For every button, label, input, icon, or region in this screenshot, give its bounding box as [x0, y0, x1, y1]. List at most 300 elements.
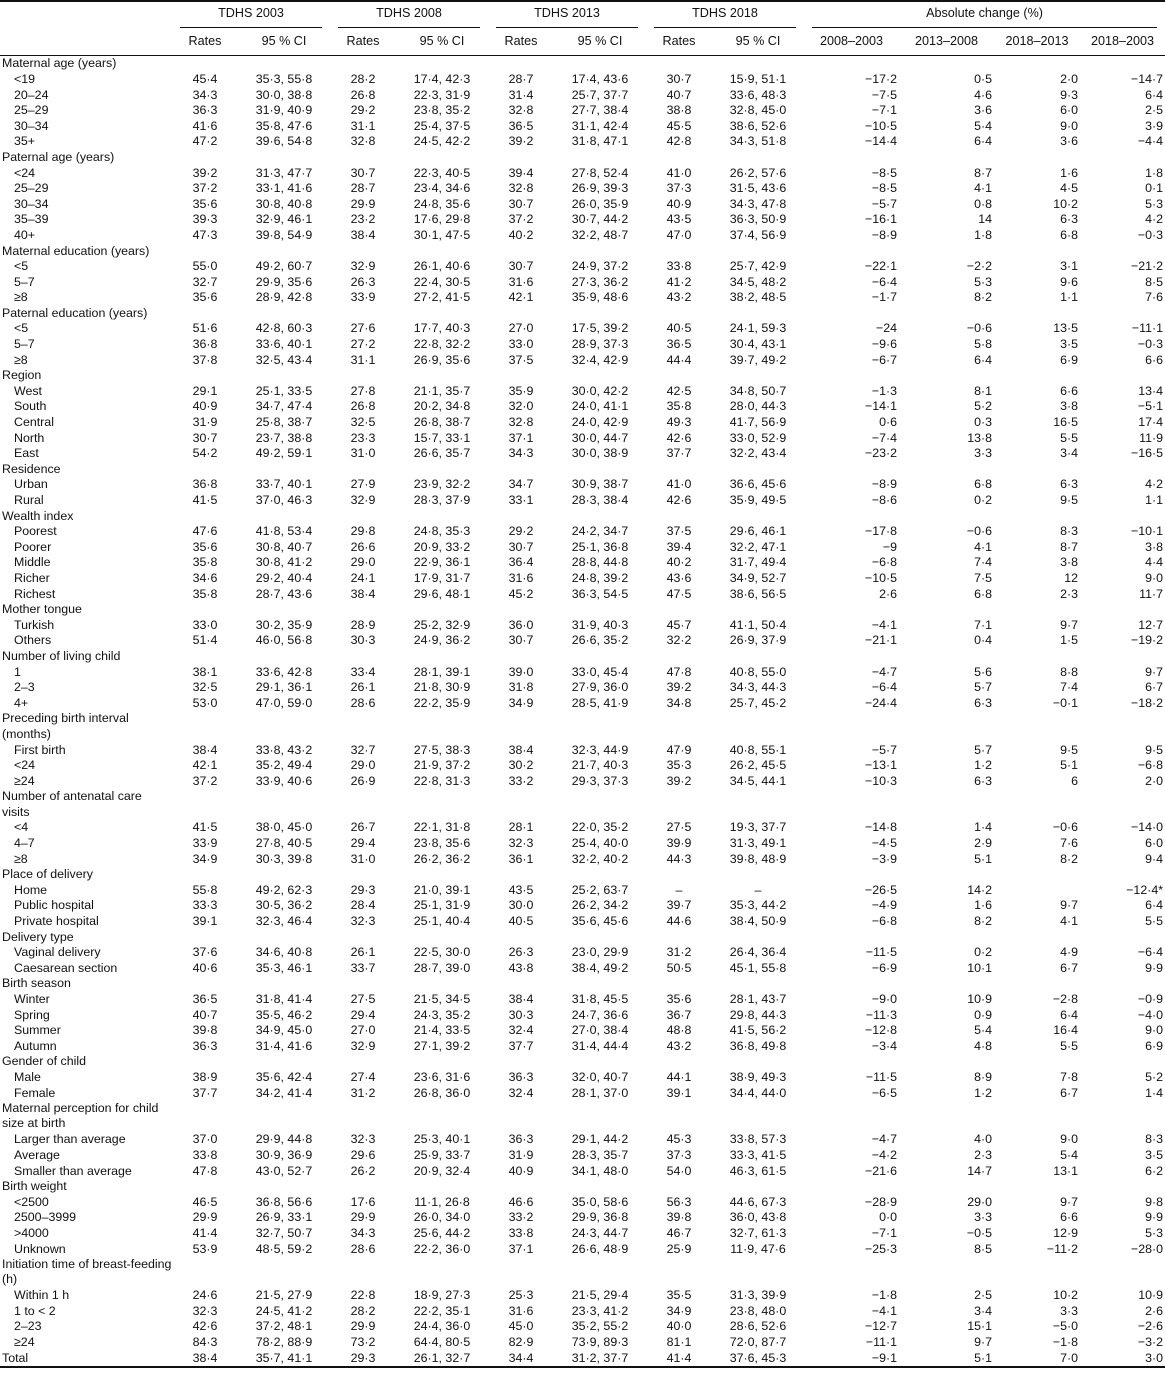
- rate-2008: 38·4: [350, 227, 376, 242]
- section-row: [0, 649, 1165, 665]
- empty-cell: [646, 649, 712, 665]
- ci-2003: 33·6, 42·8: [255, 664, 313, 679]
- row-label: Vaginal delivery: [14, 945, 101, 960]
- rate-2008: 26·2: [350, 1163, 376, 1178]
- change-2008-2003: −1·8: [871, 1288, 897, 1303]
- ci-2013: 38·4, 49·2: [571, 960, 629, 975]
- table-row: [0, 87, 1165, 103]
- ci-2003: 31·3, 47·7: [255, 165, 313, 180]
- empty-cell: [646, 150, 712, 166]
- rate-2018: 37·3: [666, 1147, 692, 1162]
- change-2008-2003: −12·8: [864, 1023, 897, 1038]
- change-2008-2003: −6·8: [871, 555, 897, 570]
- ci-2018: 30·4, 43·1: [729, 337, 787, 352]
- ci-2013: 32·2, 48·7: [571, 227, 629, 242]
- ci-2008: 17·6, 29·8: [413, 212, 471, 227]
- empty-cell: [994, 243, 1080, 259]
- ci-2008: 30·1, 47·5: [413, 227, 471, 242]
- ci-2008: 22·8, 32·2: [413, 337, 471, 352]
- change-2008-2003: −11·5: [865, 945, 897, 960]
- rate-2013: 38·4: [508, 742, 534, 757]
- rate-2003: 39·3: [192, 212, 218, 227]
- rate-2008: 29·3: [330, 1350, 396, 1367]
- ci-2018: 41·7, 56·9: [729, 415, 787, 430]
- change-2018-2013: 6·6: [1060, 1210, 1078, 1225]
- empty-cell: [712, 1179, 804, 1195]
- change-2013-2008: 5·1: [899, 1350, 994, 1367]
- row-label: <19: [14, 71, 36, 86]
- empty-cell: [899, 789, 994, 820]
- row-label: ≥8: [14, 352, 28, 367]
- empty-cell: [994, 867, 1080, 883]
- empty-cell: [488, 929, 554, 945]
- empty-cell: [172, 368, 238, 384]
- ci-2018: 33·3, 41·5: [729, 1147, 787, 1162]
- ci-2008: 25·9, 33·7: [413, 1147, 471, 1162]
- ci-2013: 25·2, 63·7: [571, 882, 629, 897]
- ci-2018: 34·5, 48·2: [729, 274, 787, 289]
- ci-2008: 64·4, 80·5: [413, 1335, 471, 1350]
- rate-2013: 28·7: [508, 71, 534, 86]
- empty-cell: [1080, 306, 1165, 322]
- empty-cell: [899, 368, 994, 384]
- rate-2008: 23·2: [350, 212, 376, 227]
- empty-cell: [646, 368, 712, 384]
- change-2018-2013: 1·5: [1060, 633, 1078, 648]
- rate-2003: 33·3: [192, 898, 218, 913]
- change-2018-2013: 5·5: [1060, 430, 1078, 445]
- rate-2018: 44·6: [666, 914, 692, 929]
- change-2008-2003: −1·7: [871, 290, 897, 305]
- ci-2018: 34·3, 51·8: [729, 134, 787, 149]
- empty-cell: [994, 976, 1080, 992]
- ci-2008: 22·2, 36·0: [413, 1241, 471, 1256]
- ci-2003: 49·2, 59·1: [255, 446, 313, 461]
- change-2018-2013: 4·1: [1060, 914, 1078, 929]
- change-2013-2008: 29·0: [967, 1194, 992, 1209]
- empty-cell: [554, 649, 646, 665]
- row-label: South: [14, 399, 47, 414]
- row-label: Rural: [14, 493, 44, 508]
- ci-2003: 30·8, 40·7: [255, 539, 313, 554]
- empty-cell: [804, 56, 899, 72]
- change-2018-2003: −0·3: [1137, 227, 1164, 242]
- change-2013-2008: 8·7: [974, 165, 992, 180]
- empty-cell: [238, 711, 330, 742]
- empty-cell: [1080, 150, 1165, 166]
- ci-2018: 24·1, 59·3: [729, 321, 787, 336]
- change-2013-2008: 3·6: [974, 103, 992, 118]
- row-label: Average: [14, 1147, 60, 1162]
- table-row: [0, 945, 1165, 961]
- change-2008-2003: −9: [882, 539, 897, 554]
- empty-cell: [172, 508, 238, 524]
- empty-cell: [804, 789, 899, 820]
- rate-2018: 50·5: [666, 960, 692, 975]
- change-2013-2008: 5·3: [974, 274, 992, 289]
- rate-2008: 32·7: [350, 742, 376, 757]
- empty-cell: [899, 56, 994, 72]
- ci-2013: 27·3, 36·2: [571, 274, 629, 289]
- change-2018-2013: 4·5: [1060, 181, 1078, 196]
- change-2008-2003: −22·1: [864, 259, 897, 274]
- ci-2013: 35·9, 48·6: [571, 290, 629, 305]
- ci-2003: 28·9, 42·8: [255, 290, 313, 305]
- rate-2018: 45·5: [666, 118, 692, 133]
- ci-2013: 22·0, 35·2: [571, 820, 629, 835]
- row-label: ≥8: [14, 290, 28, 305]
- ci-2018: 26·9, 37·9: [729, 633, 787, 648]
- empty-cell: [1080, 243, 1165, 259]
- empty-cell: [554, 976, 646, 992]
- rate-2003: 47·6: [192, 524, 218, 539]
- table-row: [0, 1304, 1165, 1320]
- rate-2013: 31·9: [508, 1147, 534, 1162]
- rate-2018: 43·2: [666, 1038, 692, 1053]
- table-row: [0, 664, 1165, 680]
- rate-2018: 39·4: [666, 539, 692, 554]
- header-change-2018-2003: 2018–2003: [1080, 28, 1165, 56]
- empty-cell: [646, 602, 712, 618]
- header-group-row: [0, 1, 1165, 28]
- rate-2003: 33·9: [192, 836, 218, 851]
- ci-2013: 28·9, 37·3: [571, 337, 629, 352]
- rate-2008: 26·8: [350, 87, 376, 102]
- ci-2003: 31·4, 41·6: [255, 1038, 313, 1053]
- rate-2013: 30·7: [508, 633, 534, 648]
- ci-2018: 34·5, 44·1: [729, 773, 787, 788]
- rate-2018: 48·8: [666, 1023, 692, 1038]
- ci-2018: 31·3, 39·9: [729, 1288, 787, 1303]
- change-2018-2013: 3·4: [1060, 446, 1078, 461]
- rate-2003: 31·9: [192, 415, 218, 430]
- rate-2008: 23·3: [350, 430, 376, 445]
- section-label: Delivery type: [2, 929, 74, 944]
- rate-2013: 31·6: [508, 570, 534, 585]
- table-row: [0, 820, 1165, 836]
- ci-2003: 41·8, 53·4: [255, 524, 313, 539]
- ci-2003: 34·6, 40·8: [255, 945, 313, 960]
- section-row: [0, 461, 1165, 477]
- empty-cell: [804, 929, 899, 945]
- change-2013-2008: 0·2: [974, 945, 992, 960]
- ci-2008: 28·1, 39·1: [413, 664, 471, 679]
- ci-2008: 26·1, 32·7: [396, 1350, 488, 1367]
- table-row: [0, 477, 1165, 493]
- ci-2008: 27·5, 38·3: [413, 742, 471, 757]
- empty-cell: [646, 867, 712, 883]
- empty-cell: [804, 1257, 899, 1288]
- rate-2013: 82·9: [508, 1335, 534, 1350]
- empty-cell: [238, 368, 330, 384]
- row-label: 25–29: [14, 103, 49, 118]
- change-2008-2003: −6·4: [871, 274, 897, 289]
- ci-2013: 21·7, 40·3: [571, 758, 629, 773]
- change-2013-2008: 10·9: [967, 992, 992, 1007]
- empty-cell: [554, 711, 646, 742]
- rate-2008: 28·4: [350, 898, 376, 913]
- ci-2003: 38·0, 45·0: [255, 820, 313, 835]
- rate-2003: 51·6: [192, 321, 218, 336]
- change-2018-2003: 5·5: [1145, 914, 1164, 929]
- ci-2003: 33·1, 41·6: [255, 181, 313, 196]
- change-2008-2003: −5·7: [871, 742, 897, 757]
- empty-cell: [554, 1179, 646, 1195]
- ci-2003: 47·0, 59·0: [255, 695, 313, 710]
- change-2018-2013: −2·8: [1052, 992, 1078, 1007]
- empty-cell: [899, 1101, 994, 1132]
- ci-2003: 32·5, 43·4: [255, 352, 313, 367]
- ci-2003: 34·2, 41·4: [255, 1085, 313, 1100]
- empty-cell: [330, 789, 396, 820]
- ci-2013: 31·4, 44·4: [571, 1038, 629, 1053]
- rate-2018: 37·7: [666, 446, 692, 461]
- change-2018-2013: 5·1: [1060, 758, 1078, 773]
- row-label: Richer: [14, 570, 50, 585]
- rate-2018: 45·7: [666, 617, 692, 632]
- rate-2018: 44·1: [666, 1069, 692, 1084]
- change-2013-2008: 7·5: [974, 570, 992, 585]
- rate-2008: 29·3: [350, 882, 376, 897]
- change-2018-2013: 4·9: [1060, 945, 1078, 960]
- change-2018-2003: −19·2: [1131, 633, 1164, 648]
- rate-2008: 33·7: [350, 960, 376, 975]
- rate-2008: 31·0: [350, 851, 376, 866]
- ci-2008: 22·9, 36·1: [413, 555, 471, 570]
- ci-2003: 29·9, 44·8: [255, 1132, 313, 1147]
- rate-2013: 43·5: [508, 882, 534, 897]
- header-change-2008-2003: 2008–2003: [804, 28, 899, 56]
- change-2018-2013: 9·3: [1060, 87, 1078, 102]
- empty-cell: [330, 711, 396, 742]
- ci-2013: 26·6, 35·2: [571, 633, 629, 648]
- ci-2013: 27·8, 52·4: [571, 165, 629, 180]
- change-2008-2003: −4·7: [871, 664, 897, 679]
- rate-2003: 32·7: [192, 274, 218, 289]
- ci-2003: 35·5, 46·2: [255, 1007, 313, 1022]
- ci-2008: 26·8, 38·7: [413, 415, 471, 430]
- empty-cell: [330, 508, 396, 524]
- empty-cell: [330, 368, 396, 384]
- row-label: <2500: [14, 1194, 49, 1209]
- rate-2018: 40·7: [666, 87, 692, 102]
- row-label: Caesarean section: [14, 960, 118, 975]
- change-2018-2013: 13·1: [1053, 1163, 1078, 1178]
- change-2018-2013: 9·0: [1060, 118, 1078, 133]
- ci-2003: 36·8, 56·6: [255, 1194, 313, 1209]
- change-2013-2008: 8·1: [974, 383, 992, 398]
- table-row: [0, 1288, 1165, 1304]
- change-2018-2013: 12: [1064, 570, 1078, 585]
- ci-2003: 30·2, 35·9: [255, 617, 313, 632]
- empty-cell: [172, 306, 238, 322]
- rate-2013: 31·8: [508, 680, 534, 695]
- row-label: ≥8: [14, 851, 28, 866]
- empty-cell: [238, 243, 330, 259]
- change-2018-2013: 3·8: [1060, 399, 1078, 414]
- table-row: [0, 383, 1165, 399]
- change-2008-2003: 0·0: [879, 1210, 897, 1225]
- change-2013-2008: 6·8: [974, 477, 992, 492]
- empty-cell: [712, 789, 804, 820]
- change-2018-2003: 5·3: [1145, 196, 1164, 211]
- empty-cell: [554, 243, 646, 259]
- rate-2013: 34·9: [508, 695, 534, 710]
- rate-2003: 36·5: [192, 992, 218, 1007]
- empty-cell: [172, 1054, 238, 1070]
- change-2018-2003: 11·9: [1139, 430, 1164, 445]
- empty-cell: [396, 1179, 488, 1195]
- row-label: North: [14, 430, 45, 445]
- rate-2008: 31·2: [350, 1085, 376, 1100]
- header-change-2018-2013: 2018–2013: [994, 28, 1080, 56]
- table-row: [0, 1007, 1165, 1023]
- rate-2018: 34·8: [666, 695, 692, 710]
- change-2013-2008: 4·1: [974, 539, 992, 554]
- rate-2018: 43·6: [666, 570, 692, 585]
- header-absolute-change: Absolute change (%): [804, 1, 1165, 28]
- rate-2008: 28·7: [350, 181, 376, 196]
- ci-2008: 25·1, 31·9: [413, 898, 471, 913]
- rate-2008: 26·3: [350, 274, 376, 289]
- ci-2018: 37·4, 56·9: [729, 227, 787, 242]
- rate-2003: 40·9: [192, 399, 218, 414]
- change-2013-2008: 1·4: [974, 820, 992, 835]
- change-2018-2013: 10·2: [1053, 1288, 1078, 1303]
- rate-2018: 35·5: [666, 1288, 692, 1303]
- change-2018-2013: 1·6: [1060, 165, 1078, 180]
- ci-2008: 26·6, 35·7: [413, 446, 471, 461]
- rate-2013: 39·4: [508, 165, 534, 180]
- ci-2003: 33·7, 40·1: [255, 477, 313, 492]
- ci-2003: 27·8, 40·5: [255, 836, 313, 851]
- rate-2008: 32·9: [350, 259, 376, 274]
- empty-cell: [712, 56, 804, 72]
- table-row: [0, 1148, 1165, 1164]
- rate-2018: 37·5: [666, 524, 692, 539]
- ci-2008: 24·3, 35·2: [413, 1007, 471, 1022]
- ci-2008: 15·7, 33·1: [413, 430, 471, 445]
- change-2018-2003: 11·7: [1139, 586, 1164, 601]
- table-row: [0, 960, 1165, 976]
- empty-cell: [1080, 1101, 1165, 1132]
- ci-2013: 31·1, 42·4: [571, 118, 629, 133]
- ci-2018: 32·2, 47·1: [729, 539, 787, 554]
- ci-2013: 24·7, 36·6: [571, 1007, 629, 1022]
- rate-2018: 33·8: [666, 259, 692, 274]
- change-2008-2003: −3·4: [871, 1038, 897, 1053]
- change-2008-2003: −10·5: [864, 570, 897, 585]
- ci-2008: 21·5, 34·5: [413, 992, 471, 1007]
- ci-2018: 29·8, 44·3: [729, 1007, 787, 1022]
- empty-cell: [488, 306, 554, 322]
- row-label: Poorer: [14, 539, 52, 554]
- rate-2003: 47·8: [192, 1163, 218, 1178]
- ci-2018: 36·8, 49·8: [729, 1038, 787, 1053]
- rate-2013: 32·8: [508, 415, 534, 430]
- total-row: [0, 1350, 1165, 1367]
- change-2013-2008: 0·2: [974, 493, 992, 508]
- table-row: [0, 399, 1165, 415]
- change-2018-2003: 4·2: [1145, 212, 1164, 227]
- empty-cell: [994, 711, 1080, 742]
- change-2008-2003: −9·1: [804, 1350, 899, 1367]
- change-2008-2003: −24·4: [864, 695, 897, 710]
- rate-2013: 32·8: [508, 103, 534, 118]
- row-label: Total: [0, 1350, 172, 1367]
- ci-2018: 32·8, 45·0: [729, 103, 787, 118]
- rate-2008: 26·1: [350, 680, 376, 695]
- empty-cell: [804, 1054, 899, 1070]
- rate-2013: 33·2: [508, 1210, 534, 1225]
- change-2018-2013: 1·1: [1060, 290, 1078, 305]
- empty-cell: [646, 508, 712, 524]
- rate-2013: 40·2: [508, 227, 534, 242]
- header-tdhs-2003: TDHS 2003: [172, 1, 330, 28]
- change-2018-2003: 13·4: [1138, 383, 1164, 398]
- rate-2003: 36·3: [192, 1038, 218, 1053]
- ci-2013: 28·5, 41·9: [571, 695, 629, 710]
- empty-cell: [238, 649, 330, 665]
- rate-2013: 39·2: [508, 134, 534, 149]
- change-2008-2003: −26·5: [864, 882, 897, 897]
- empty-cell: [994, 368, 1080, 384]
- empty-cell: [554, 867, 646, 883]
- rate-2008: 26·6: [350, 539, 376, 554]
- change-2018-2003: −2·6: [1137, 1319, 1164, 1334]
- ci-2013: 32·3, 44·9: [571, 742, 629, 757]
- row-label: Unknown: [14, 1241, 66, 1256]
- rate-2018: 36·7: [666, 1007, 692, 1022]
- rate-2013: 29·2: [508, 524, 534, 539]
- ci-2003: 37·2, 48·1: [255, 1319, 313, 1334]
- ci-2008: 17·9, 31·7: [413, 570, 471, 585]
- ci-2013: 35·6, 45·6: [571, 914, 629, 929]
- change-2018-2013: 9·6: [1060, 274, 1078, 289]
- ci-2003: 48·5, 59·2: [255, 1241, 313, 1256]
- empty-cell: [804, 976, 899, 992]
- change-2018-2003: 5·3: [1145, 1225, 1164, 1240]
- row-label: <5: [14, 259, 29, 274]
- row-label: Richest: [14, 586, 56, 601]
- empty-cell: [712, 602, 804, 618]
- change-2013-2008: 5·1: [974, 851, 992, 866]
- ci-2008: 22·1, 31·8: [413, 820, 471, 835]
- ci-2018: 33·6, 48·3: [729, 87, 787, 102]
- ci-2013: 26·0, 35·9: [571, 196, 629, 211]
- rate-2008: 28·6: [350, 695, 376, 710]
- change-2008-2003: −4·1: [871, 617, 897, 632]
- rate-2003: 45·4: [192, 71, 218, 86]
- change-2008-2003: 0·6: [879, 415, 897, 430]
- change-2018-2013: 3·5: [1060, 337, 1078, 352]
- rate-2003: 36·8: [192, 477, 218, 492]
- change-2018-2003: 6·4: [1145, 898, 1164, 913]
- empty-cell: [712, 306, 804, 322]
- change-2018-2003: 1·8: [1145, 165, 1164, 180]
- empty-cell: [488, 56, 554, 72]
- rate-2013: 30·3: [508, 1007, 534, 1022]
- change-2018-2013: 6·3: [1060, 477, 1078, 492]
- rate-2018: 30·7: [666, 71, 692, 86]
- ci-2018: 19·3, 37·7: [729, 820, 787, 835]
- ci-2008: 22·4, 30·5: [413, 274, 471, 289]
- row-label: 4–7: [14, 836, 35, 851]
- table-row: [0, 836, 1165, 852]
- rate-2003: 37·6: [192, 945, 218, 960]
- change-2008-2003: −25·3: [864, 1241, 897, 1256]
- empty-cell: [1080, 1054, 1165, 1070]
